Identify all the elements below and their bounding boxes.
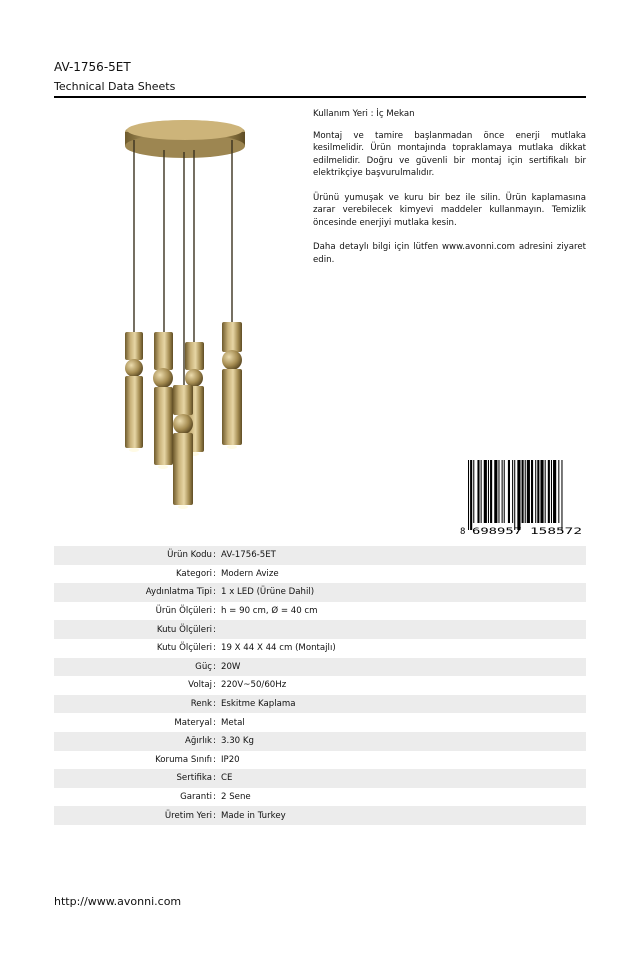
spec-label: Voltaj [188, 680, 212, 691]
spec-value: AV-1756-5ET [221, 550, 276, 561]
barcode-bar [548, 460, 550, 523]
spec-row-product-dimensions [54, 602, 586, 621]
spec-value: h = 90 cm, Ø = 40 cm [221, 606, 318, 617]
barcode-bar [470, 460, 472, 530]
spec-label: Üretim Yeri [164, 810, 212, 821]
spec-value: CE [221, 773, 233, 784]
cleaning-instructions: Ürünü yumuşak ve kuru bir bez ile silin. Ürün kaplamasına zarar verebilecek kimyevi maddeler kullanmayın. Temizlik öncesinde enerjiyi mutlaka kesin. [313, 192, 586, 228]
barcode-bar [481, 460, 482, 523]
barcode-bar [561, 460, 562, 530]
spec-row-weight [54, 732, 586, 751]
barcode-bar [473, 460, 474, 523]
barcode-first-digit: 8 [460, 527, 466, 536]
spec-label: Renk [190, 699, 212, 710]
spec-row-lighting-type [54, 583, 586, 602]
spec-row-category [54, 565, 586, 584]
spec-label: Garanti [180, 792, 212, 803]
header-divider [54, 96, 586, 98]
barcode-bar [531, 460, 533, 523]
spec-row-voltage [54, 676, 586, 695]
spec-separator: : [213, 587, 216, 598]
barcode [458, 460, 586, 536]
spec-separator: : [213, 717, 216, 728]
spec-value: Modern Avize [221, 568, 279, 579]
barcode-bar [525, 460, 526, 523]
barcode-bar [488, 460, 489, 523]
barcode-bar [522, 460, 524, 523]
spec-row-color [54, 695, 586, 714]
spec-separator: : [213, 624, 216, 635]
barcode-bar [537, 460, 539, 523]
website-notice: Daha detaylı bilgi için lütfen www.avonni.com adresini ziyaret edin. [313, 242, 586, 265]
barcode-digits-left: 698957 [472, 527, 522, 536]
spec-value: Metal [221, 717, 245, 728]
barcode-digits-right: 158572 [530, 527, 582, 536]
barcode-bar [498, 460, 499, 523]
spec-row-material [54, 713, 586, 732]
product-image [96, 110, 272, 515]
spec-row-certificate [54, 769, 586, 788]
barcode-bar [527, 460, 530, 523]
spec-separator: : [213, 699, 216, 710]
barcode-bar [558, 460, 559, 523]
barcode-bar [551, 460, 552, 523]
spec-separator: : [213, 643, 216, 654]
spec-label: Kategori [175, 568, 212, 579]
barcode-bar [504, 460, 505, 523]
spec-separator: : [213, 810, 216, 821]
spec-value: Eskitme Kaplama [221, 699, 296, 710]
barcode-bar [508, 460, 510, 523]
spec-row-power [54, 658, 586, 677]
spec-separator: : [213, 754, 216, 765]
barcode-bar [540, 460, 543, 523]
spec-value: IP20 [221, 754, 240, 765]
spec-label: Ağırlık [184, 736, 212, 747]
spec-row-box-dimensions-empty [54, 620, 586, 639]
barcode-bar [517, 460, 520, 530]
spec-value: 1 x LED (Ürüne Dahil) [221, 587, 315, 598]
spec-separator: : [213, 680, 216, 691]
footer-website-link[interactable]: http://www.avonni.com [54, 895, 182, 908]
usage-location: Kullanım Yeri : İç Mekan [313, 109, 415, 119]
spec-row-warranty [54, 788, 586, 807]
spec-value: 19 X 44 X 44 cm (Montajlı) [221, 643, 336, 654]
barcode-bar [535, 460, 536, 523]
spec-label: Kutu Ölçüleri [156, 643, 212, 654]
spec-separator: : [213, 550, 216, 561]
pendant-2 [153, 332, 173, 469]
barcode-bar [512, 460, 513, 523]
spec-value: Made in Turkey [221, 810, 286, 821]
spec-separator: : [213, 606, 216, 617]
spec-value: 20W [221, 661, 241, 672]
barcode-bar [477, 460, 479, 523]
barcode-bar [514, 460, 515, 530]
barcode-bar [490, 460, 492, 523]
installation-warning: Montaj ve tamire başlanmadan önce enerji mutlaka kesilmelidir. Ürün montajında topraklamaya mutlaka dikkat edilmelidir. Doğru ve güvenli bir montaj için sertifikalı bir elektrikçiye başvurulmalıdır. [313, 130, 586, 178]
barcode-bar [494, 460, 497, 523]
pendant-cords [134, 140, 232, 390]
spec-label: Kutu Ölçüleri [156, 624, 212, 635]
spec-value: 2 Sene [221, 792, 251, 803]
spec-separator: : [213, 773, 216, 784]
spec-separator: : [213, 736, 216, 747]
spec-separator: : [213, 792, 216, 803]
spec-table [54, 546, 586, 825]
barcode-bar [545, 460, 546, 523]
barcode-bar [468, 460, 469, 530]
spec-label: Güç [195, 661, 212, 672]
spec-separator: : [213, 661, 216, 672]
pendant-3 [173, 385, 193, 509]
pendant-5 [222, 322, 242, 449]
spec-label: Ürün Ölçüleri [155, 606, 212, 617]
spec-label: Sertifika [176, 773, 212, 784]
spec-value: 3.30 Kg [221, 736, 254, 747]
spec-row-origin [54, 806, 586, 825]
spec-label: Aydınlatma Tipi [145, 587, 212, 598]
spec-separator: : [213, 568, 216, 579]
spec-row-product-code [54, 546, 586, 565]
usage-info-block [313, 108, 586, 278]
barcode-bar [502, 460, 503, 523]
barcode-bar [484, 460, 487, 523]
barcode-bar [553, 460, 556, 523]
spec-label: Ürün Kodu [167, 550, 212, 561]
spec-label: Koruma Sınıfı [155, 754, 212, 765]
spec-row-protection-class [54, 751, 586, 770]
spec-label: Materyal [174, 717, 212, 728]
product-code-heading: AV-1756-5ET [54, 60, 131, 74]
document-subtitle: Technical Data Sheets [54, 80, 176, 93]
pendant-1 [125, 332, 143, 452]
spec-row-box-dimensions [54, 639, 586, 658]
spec-value: 220V~50/60Hz [221, 680, 287, 691]
